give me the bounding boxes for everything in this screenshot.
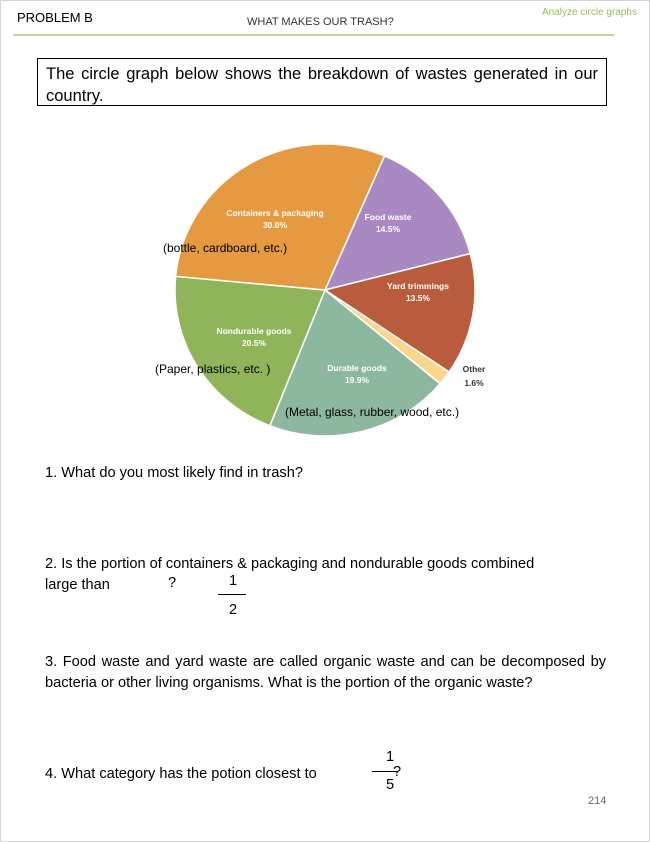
fraction-half-denominator: 2 [228, 602, 238, 618]
annotation-containers: (bottle, cardboard, etc.) [163, 241, 288, 255]
fraction-half-numerator: 1 [228, 573, 238, 589]
problem-label: PROBLEM B [17, 10, 93, 25]
slice-value-food: 14.5% [375, 224, 401, 234]
slice-label-yard: Yard trimmings [387, 281, 449, 291]
slice-label-food: Food waste [364, 212, 412, 222]
slice-value-other: 1.6% [464, 378, 484, 388]
fraction-fifth-numerator: 1 [385, 749, 395, 765]
slice-value-durable: 19.9% [344, 375, 370, 385]
skill-label: Analyze circle graphs [541, 7, 637, 18]
fraction-half-bar [218, 594, 246, 595]
slice-label-durable: Durable goods [327, 363, 387, 373]
slice-label-nondurable: Nondurable goods [216, 326, 292, 336]
slice-value-nondurable: 20.5% [241, 338, 267, 348]
slice-value-containers: 30.0% [262, 220, 288, 230]
slice-label-containers: Containers & packaging [226, 208, 324, 218]
question-4-qmark: ? [393, 764, 402, 780]
annotation-durable: (Metal, glass, rubber, wood, etc.) [285, 405, 460, 419]
question-2-qmark: ? [168, 575, 177, 591]
fraction-fifth-denominator: 5 [385, 777, 395, 793]
question-4: 4. What category has the potion closest to [45, 766, 317, 782]
slice-value-yard: 13.5% [405, 293, 431, 303]
annotation-nondurable: (Paper, plastics, etc. ) [155, 362, 271, 376]
worksheet-title: WHAT MAKES OUR TRASH? [247, 16, 394, 28]
slice-label-other: Other [462, 364, 486, 374]
question-1: 1. What do you most likely find in trash? [45, 465, 303, 481]
page-number: 214 [588, 795, 607, 807]
question-2-line-1: 2. Is the portion of containers & packaging and nondurable goods combined [45, 556, 535, 572]
question-3: 3. Food waste and yard waste are called organic waste and can be decomposed by bacteria or other living organisms. What is the portion of the organic waste? [45, 654, 606, 691]
question-2-line-2: large than [45, 577, 110, 593]
intro-box: The circle graph below shows the breakdown of wastes generated in our country. [37, 58, 607, 106]
